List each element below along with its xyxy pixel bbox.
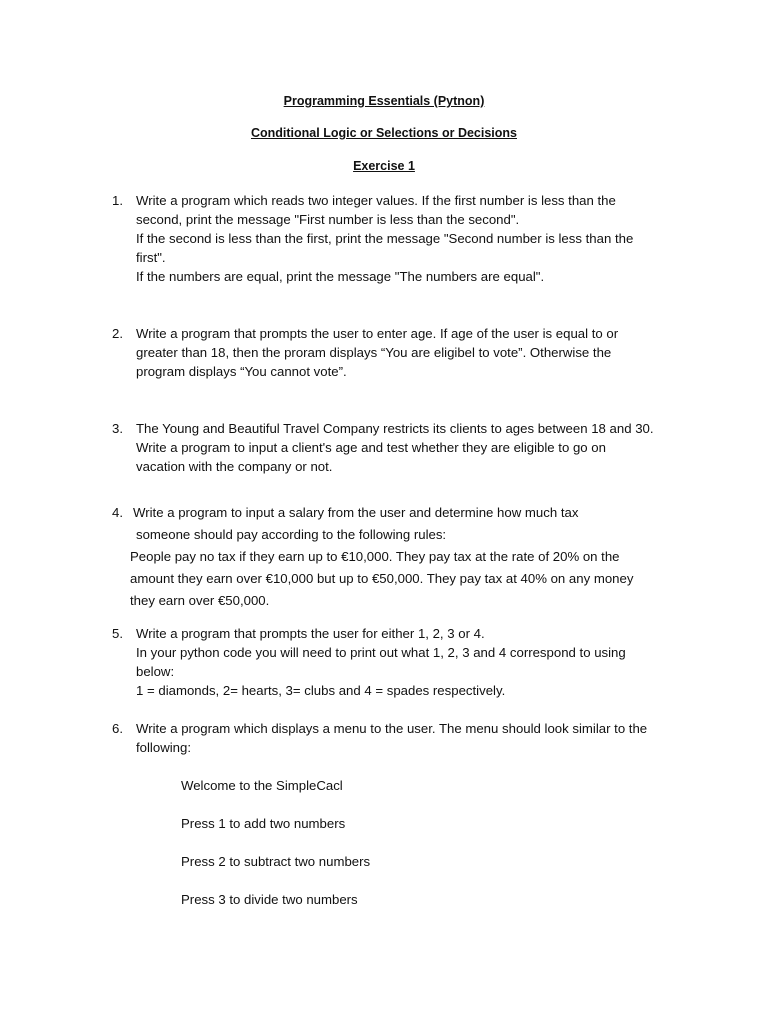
question-line: following: <box>136 740 191 755</box>
question-line: If the second is less than the first, print the message "Second number is less than the <box>136 231 634 246</box>
question-line: Write a program that prompts the user for either 1, 2, 3 or 4. <box>136 626 485 641</box>
question-number: 4. <box>112 505 123 520</box>
question-number: 6. <box>112 721 123 736</box>
question-line: Write a program that prompts the user to enter age. If age of the user is equal to or <box>136 326 619 341</box>
question-line: The Young and Beautiful Travel Company restricts its clients to ages between 18 and 30. <box>136 421 654 436</box>
topic-title: Conditional Logic or Selections or Decisions <box>250 126 517 140</box>
question-line: they earn over €50,000. <box>130 593 270 608</box>
question-number: 2. <box>112 326 123 341</box>
question-line: vacation with the company or not. <box>136 459 333 474</box>
menu-line: Press 2 to subtract two numbers <box>181 854 371 869</box>
question-line: Write a program to input a client's age and test whether they are eligible to go on <box>136 440 606 455</box>
menu-line: Press 1 to add two numbers <box>181 816 346 831</box>
course-title: Programming Essentials (Pytnon) <box>283 94 485 108</box>
question-line: If the numbers are equal, print the message "The numbers are equal". <box>136 269 545 284</box>
menu-line: Welcome to the SimpleCacl <box>181 778 343 793</box>
question-line: Write a program which displays a menu to the user. The menu should look similar to the <box>136 721 648 736</box>
question-line: below: <box>136 664 175 679</box>
question-line: greater than 18, then the proram displays “You are eligibel to vote”. Otherwise the <box>136 345 612 360</box>
exercise-title: Exercise 1 <box>353 159 415 173</box>
menu-line: Press 3 to divide two numbers <box>181 892 358 907</box>
question-line: someone should pay according to the following rules: <box>136 527 447 542</box>
question-line: second, print the message "First number is less than the second". <box>136 212 520 227</box>
question-line: first". <box>136 250 166 265</box>
question-line: Write a program to input a salary from the user and determine how much tax <box>133 505 579 520</box>
question-line: People pay no tax if they earn up to €10,000. They pay tax at the rate of 20% on the <box>130 549 620 564</box>
question-line: Write a program which reads two integer values. If the first number is less than the <box>136 193 616 208</box>
question-number: 5. <box>112 626 123 641</box>
question-line: 1 = diamonds, 2= hearts, 3= clubs and 4 = spades respectively. <box>136 683 506 698</box>
question-number: 3. <box>112 421 123 436</box>
question-line: amount they earn over €10,000 but up to €50,000. They pay tax at 40% on any money <box>130 571 634 586</box>
question-line: In your python code you will need to print out what 1, 2, 3 and 4 correspond to using <box>136 645 626 660</box>
question-number: 1. <box>112 193 123 208</box>
question-line: program displays “You cannot vote”. <box>136 364 347 379</box>
